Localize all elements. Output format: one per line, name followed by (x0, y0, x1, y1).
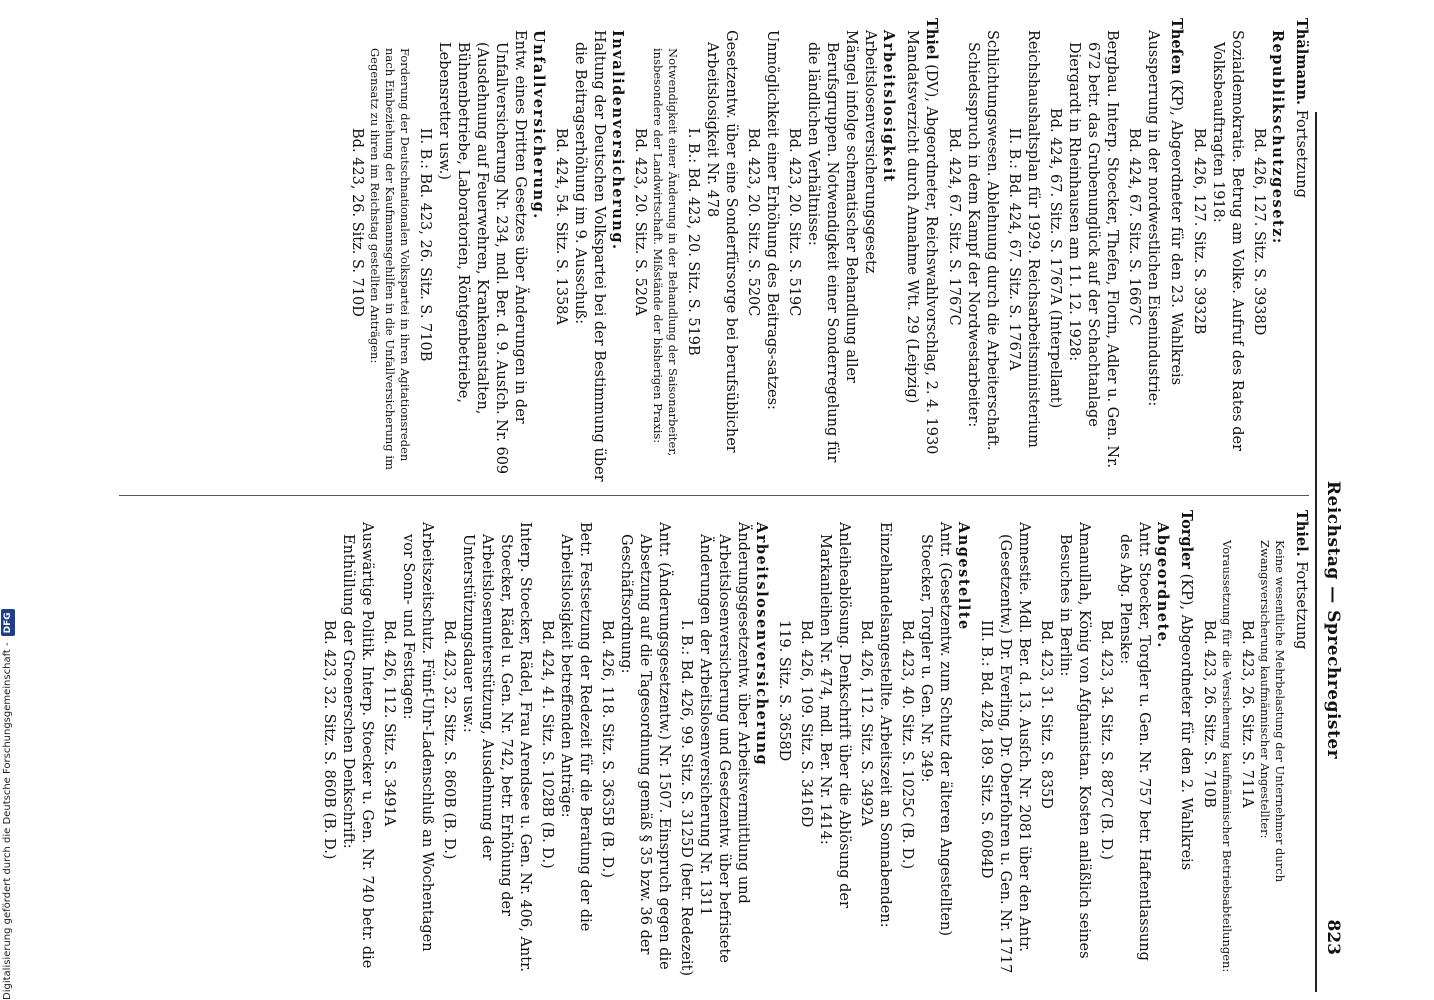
reference: II. B.: Bd. 424, 67. Sitz. S. 1767A (1006, 128, 1022, 371)
subject: Arbeitslosenversicherungsgesetz (862, 30, 878, 274)
subject: Antr. Stoecker, Torgler u. Gen. Nr. 757 betr. Haftentlassung des Abg. Plenske: (1117, 522, 1152, 961)
subject: Sozialdemokratie. Betrug am Volke. Aufruf des Rates der Volksbeauftragten 1918: (1210, 30, 1245, 451)
reference: Bd. 424, 67. Sitz. S. 1667C (1126, 128, 1142, 326)
subject-heading: Republikschutzgesetz: (1269, 30, 1286, 245)
left-column (111, 18, 1311, 488)
entry-thesen (1166, 18, 1186, 488)
digitization-footer (1, 0, 21, 1000)
reference: Bd. 426, 118. Sitz. S. 3635B (B. D.) (599, 620, 615, 878)
reference: Bd. 426, 127. Sitz. S. 3938D (1251, 128, 1267, 336)
subject: Aussperrung in der nordwestlichen Eisenindustrie: (1145, 30, 1161, 407)
subject: Gesetzentw. über eine Sonderfürsorge bei berufsüblicher Arbeitslosigkeit Nr. 478 (704, 30, 739, 453)
subject: Reichshaushaltsplan für 1929. Reichsarbeitsministerium (1025, 30, 1041, 448)
subject: Betr. Festsetzung der Redezeit für die Beratung der die Arbeitslosigkeit betreffenden Anträge: (558, 522, 593, 932)
reference: Bd. 424, 67. Sitz. S. 1767C (946, 128, 962, 326)
running-title: Reichstag — Sprechregister (1323, 480, 1343, 760)
entry-description: (KP), Abgeordneter für den 23. Wahlkreis (1168, 79, 1184, 386)
reference: Bd. 423, 31. Sitz. S. 835D (1038, 620, 1054, 809)
footer-text: Digitalisierung gefördert durch die Deutsche Forschungsgemeinschaft - (2, 642, 13, 1000)
reference: Bd. 426, 127. Sitz. S. 3932B (1191, 128, 1207, 335)
subject: Amnestie. Mdl. Ber. d. 13. Ausſch. Nr. 2081 über den Antr. (Gesetzentw.) Dr. Everling, Dr. Oberfohren u. Gen. Nr. 1717 (997, 522, 1032, 974)
subject: Bergbau. Interp. Stoecker, Theſen, Florin, Adler u. Gen. Nr. 672 betr. das Grubenunglück auf der Schachtanlage Diergardt in Rheinhausen am 11. 12. 1928: (1066, 30, 1120, 469)
subject: Anleiheablösung. Denkschrift über die Ablösung der Markanleihen Nr. 474, mdl. Ber. Nr. 1414: (817, 522, 852, 908)
subject-heading: Unfallversicherung. (530, 30, 547, 220)
subject: Haltung der Deutschen Volkspartei bei der Bestimmung über die Beitragserhöhung im 9. Ausschuß: (572, 30, 607, 482)
reference: Bd. 426, 112. Sitz. S. 3491A (381, 620, 397, 827)
entry-thaelmann (1291, 18, 1311, 488)
subject: Änderungsgesetzentw. über Arbeitsvermittlung und Arbeitslosenversicherung und Gesetzentw. über befristete Änderungen der Arbeitslosenversicherung Nr. 1311 (697, 522, 751, 963)
right-column (111, 510, 1311, 980)
subject: Antr. (Gesetzentw. zum Schutz der älteren Angestellten) Stoecker, Torgler u. Gen. Nr. 349: (918, 522, 953, 937)
note: Forderung der Deutschnationalen Volkspartei in ihren Agitationsreden nach Einbeziehung der Kaufmannsgehilfen in die Unfallversicherung im Gegensatz zu ihren im Reichstag gestellten Anträgen: (368, 48, 412, 470)
dfg-logo-icon: DFG (1, 609, 15, 636)
reference: Bd. 423, 20. Sitz. S. 520A (632, 128, 648, 316)
reference: Bd. 424, 54. Sitz. S. 1358A (553, 128, 569, 325)
note: Notwendigkeit einer Änderung in der Behandlung der Saisonarbeiter, insbesondere der Landwirtschaft. Mißstände der bisherigen Praxis: (651, 48, 680, 457)
reference: Bd. 423, 26. Sitz. S. 710D (349, 128, 365, 317)
reference: Bd. 423, 34. Sitz. S. 887C (B. D.) (1098, 620, 1114, 860)
subject-heading: Abgeordnete. (1154, 522, 1171, 649)
reference: III. B.: Bd. 428, 189. Sitz. S. 6084D (978, 620, 994, 879)
entry-continuation: Fortsetzung (1293, 109, 1309, 198)
subject: Mängel infolge schematischer Behandlung aller Berufsgruppen. Notwendigkeit einer Sonderregelung für die ländlichen Verhältnisse: (805, 30, 859, 463)
reference: Bd. 423, 40. Sitz. S. 1025C (B. D.) (899, 620, 915, 870)
entry-name: Torgler (1178, 510, 1195, 569)
subject-heading: Arbeitslosigkeit (880, 30, 897, 184)
subject: Entw. eines Dritten Gesetzes über Änderungen in der Unfallversicherung Nr. 234, mdl. Ber. d. 9. Ausſch. Nr. 609 (Ausdehnung auf Feuerwehren, Krankenanstalten, Bühnenbetriebe, Laboratorien, Röntgenbetriebe, Lebensretter usw.) (436, 30, 528, 475)
subject: Arbeitszeitschutz. Fünf-Uhr-Ladenschluß an Wochentagen vor Sonn- und Festtagen: (400, 522, 435, 952)
entry-description: (KP), Abgeordneter für den 2. Wahlkreis (1178, 573, 1194, 871)
subject-heading: Invalidenversicherung. (609, 30, 626, 251)
note: Keine wesentliche Mehrbelastung der Unternehmer durch Zwangsversicherung kaufmännischer Angestellter: (1258, 540, 1287, 883)
entry-thiel (902, 18, 941, 488)
subject: Interp. Stoecker, Rädel, Frau Arendsee u. Gen. Nr. 406, Antr. Stoecker, Rädel u. Gen. Nr. 742, betr. Erhöhung der Arbeitslosenunterstützung, Ausdehnung der Unterstützungsdauer usw.: (460, 522, 533, 973)
reference: Bd. 426, 112. Sitz. S. 3492A (858, 620, 874, 827)
entry-continuation: Fortsetzung (1293, 561, 1309, 650)
entry-name: Thiel (923, 18, 940, 60)
page-number: 823 (1323, 919, 1343, 955)
subject: Antr. (Änderungsgesetzentw.) Nr. 1507. Einspruch gegen die Absetzung auf die Tagesordnung gemäß § 35 bzw. 36 der Geschäftsordnung: (618, 522, 672, 970)
reference: I. B.: Bd. 423, 20. Sitz. S. 519B (685, 128, 701, 356)
note: Voraussetzung für die Versicherung kaufmännischer Betriebsabteilungen: (1220, 540, 1234, 973)
entry-name: Thälmann. (1293, 18, 1310, 106)
rotated-register-page (45, 0, 1345, 1000)
subject-heading: Angestellte (955, 522, 972, 631)
reference: Bd. 424, 67. Sitz. S. 1767A (Interpellant) (1047, 108, 1063, 409)
reference: Bd. 423, 20. Sitz. S. 520C (745, 128, 761, 317)
entry-torgler (1176, 510, 1196, 980)
subject: Unmöglichkeit einer Erhöhung des Beitrags-satzes: (764, 30, 780, 410)
reference: Bd. 426, 109. Sitz. S. 3416D (798, 620, 814, 828)
subject: Amanullah, König von Afghanistan. Kosten anläßlich seines Besuches in Berlin: (1057, 522, 1092, 959)
reference: Bd. 423, 20. Sitz. S. 519C (786, 128, 802, 317)
reference: II. B.: Bd. 423, 26. Sitz. S. 710B (417, 128, 433, 362)
reference: Bd. 423, 26. Sitz. S. 711A (1239, 620, 1255, 808)
reference: I. B.: Bd. 426, 99. Sitz. S. 3125D (betr. Redezeit) (678, 620, 694, 977)
reference: 119. Sitz. S. 3658D (776, 620, 792, 762)
subject-heading: Arbeitslosenversicherung (753, 522, 770, 767)
entry-thiel-continued (1291, 510, 1311, 980)
header-rule (1315, 112, 1317, 992)
reference: Bd. 423, 32. Sitz. S. 860B (B. D.) (321, 620, 337, 860)
entry-name: Thiel. (1293, 510, 1310, 557)
reference: Bd. 423, 26. Sitz. S. 710B (1201, 620, 1217, 808)
column-divider (119, 495, 1309, 496)
reference: Bd. 424, 41. Sitz. S. 1028B (B. D.) (539, 620, 555, 869)
subject: Einzelhandelsangestellte. Arbeitszeit an Sonnabenden: (877, 522, 893, 928)
entry-name: Theſen (1168, 18, 1185, 75)
subject: Schlichtungswesen. Ablehnung durch die Arbeiterschaft. Schiedsspruch in dem Kampf der Nordwestarbeiter: (965, 30, 1000, 451)
entry-description: (DV), Abgeordneter, Reichswahlvorschlag, 2. 4. 1930 Mandatsverzicht durch Annahme Wtt. 29 (Leipzig) (904, 30, 939, 455)
reference: Bd. 423, 32. Sitz. S. 860B (B. D.) (441, 620, 457, 860)
subject: Auswärtige Politik. Interp. Stoecker u. Gen. Nr. 740 betr. die Enthüllung der Groenerschen Denkschrift: (340, 522, 375, 969)
